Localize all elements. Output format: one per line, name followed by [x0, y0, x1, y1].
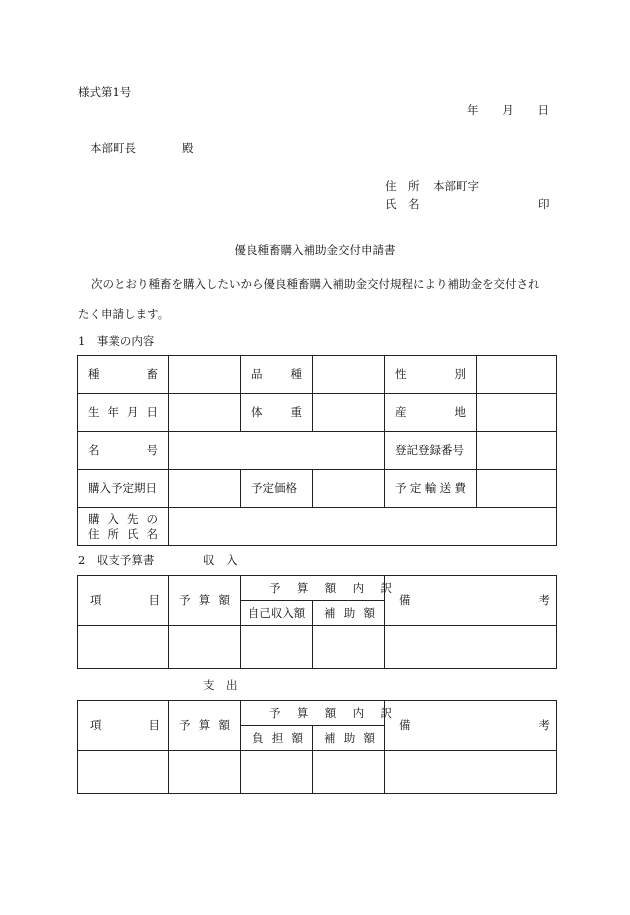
expense-burden-header: 負 担 額	[241, 726, 313, 751]
expense-subsidy-header: 補 助 額	[313, 726, 385, 751]
income-remarks-header: 備 考	[385, 576, 557, 626]
name-label: 氏 名	[385, 197, 420, 211]
expense-subsidy-value[interactable]	[313, 751, 385, 794]
name-label-cell: 名 号	[78, 432, 169, 470]
seller-value[interactable]	[169, 508, 557, 546]
income-subsidy-header: 補 助 額	[313, 601, 385, 626]
name-value[interactable]	[169, 432, 385, 470]
form-number: 様式第1号	[78, 85, 132, 99]
body-line-1: 次のとおり種畜を購入したいから優良種畜購入補助金交付規程により補助金を交付され	[91, 277, 540, 291]
seal-mark: 印	[538, 197, 550, 211]
income-table	[77, 575, 557, 669]
expense-label: 支 出	[203, 678, 238, 692]
body-line-2: たく申請します。	[78, 307, 170, 321]
date-line	[467, 105, 549, 117]
income-subsidy-value[interactable]	[313, 626, 385, 669]
income-breakdown-header: 予 算 額 内 訳	[241, 576, 385, 601]
sex-label: 性 別	[385, 356, 477, 394]
income-label: 収 入	[203, 553, 238, 567]
origin-value[interactable]	[477, 394, 557, 432]
weight-label: 体 重	[241, 394, 313, 432]
expense-item-value[interactable]	[78, 751, 169, 794]
address-label: 住 所	[385, 179, 420, 193]
purchase-date-label: 購入予定期日	[78, 470, 169, 508]
seller-label: 購 入 先 の 住 所 氏 名	[78, 508, 169, 546]
breed-value[interactable]	[313, 356, 385, 394]
expense-remarks-value[interactable]	[385, 751, 557, 794]
income-item-header: 項 目	[78, 576, 169, 626]
section1-heading: 1 事業の内容	[78, 334, 155, 348]
expense-breakdown-header: 予 算 額 内 訳	[241, 701, 385, 726]
species-label: 種 畜	[78, 356, 169, 394]
income-budget-value[interactable]	[169, 626, 241, 669]
income-own-revenue-value[interactable]	[241, 626, 313, 669]
document-title: 優良種畜購入補助金交付申請書	[234, 243, 396, 257]
transport-value[interactable]	[477, 470, 557, 508]
price-label: 予定価格	[241, 470, 313, 508]
weight-value[interactable]	[313, 394, 385, 432]
expense-budget-value[interactable]	[169, 751, 241, 794]
sex-value[interactable]	[477, 356, 557, 394]
expense-burden-value[interactable]	[241, 751, 313, 794]
income-budget-header: 予 算 額	[169, 576, 241, 626]
section2-heading: 2 収支予算書	[78, 553, 155, 567]
expense-budget-header: 予 算 額	[169, 701, 241, 751]
breed-label: 品 種	[241, 356, 313, 394]
expense-remarks-header: 備 考	[385, 701, 557, 751]
expense-item-header: 項 目	[78, 701, 169, 751]
species-value[interactable]	[169, 356, 241, 394]
transport-label: 予 定 輸 送 費	[385, 470, 477, 508]
date-day: 日	[537, 103, 549, 117]
income-item-value[interactable]	[78, 626, 169, 669]
address-value: 本部町字	[433, 179, 479, 193]
addressee: 本部町長	[90, 141, 136, 155]
birthdate-label: 生 年 月 日	[78, 394, 169, 432]
expense-table	[77, 700, 557, 794]
business-content-table	[77, 355, 557, 546]
origin-label: 産 地	[385, 394, 477, 432]
income-remarks-value[interactable]	[385, 626, 557, 669]
honorific: 殿	[182, 141, 194, 155]
registration-value[interactable]	[477, 432, 557, 470]
registration-label: 登記登録番号	[385, 432, 477, 470]
price-value[interactable]	[313, 470, 385, 508]
income-own-revenue-header: 自己収入額	[241, 601, 313, 626]
date-month: 月	[502, 103, 514, 117]
purchase-date-value[interactable]	[169, 470, 241, 508]
birthdate-value[interactable]	[169, 394, 241, 432]
date-year: 年	[467, 103, 479, 117]
